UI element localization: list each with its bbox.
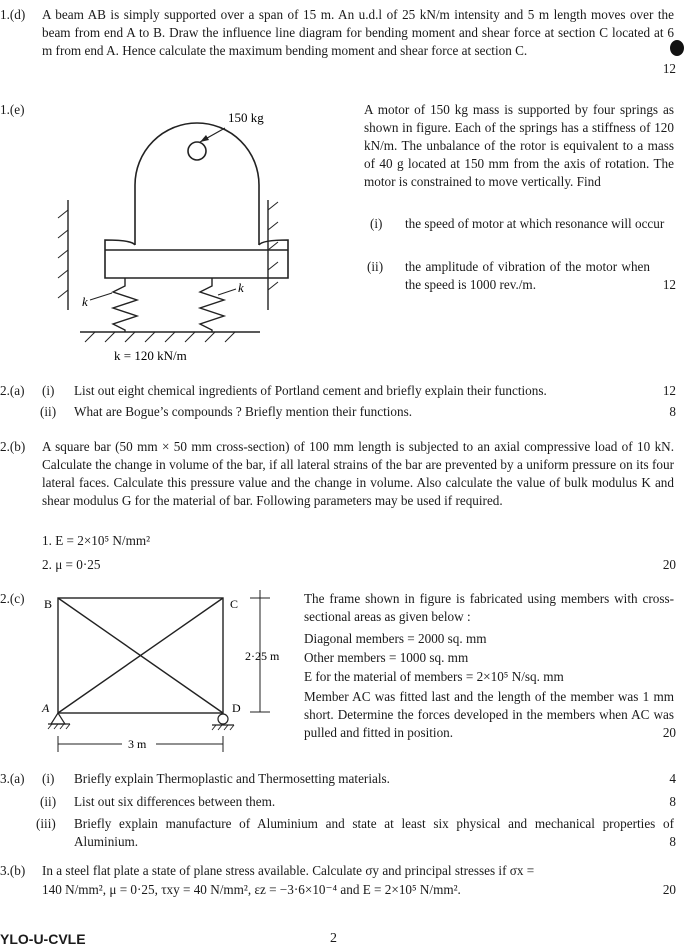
q1e-part-i-text: the speed of motor at which resonance will occur xyxy=(405,216,665,231)
base-plate xyxy=(105,240,288,278)
q2b-param-2: 2. μ = 0·25 xyxy=(42,557,101,572)
q3a-part-i-text: Briefly explain Thermoplastic and Thermosetting materials. xyxy=(74,771,390,786)
page-number: 2 xyxy=(330,931,337,946)
q1e-part-i-num: (i) xyxy=(370,216,383,231)
q2c-text: Member AC was fitted last and the length of the member was 1 mm short. Determine the forces developed in the members when AC was pulled and fitted in position. xyxy=(304,689,674,740)
q3a-part-i-marks: 4 xyxy=(669,771,676,786)
q2a-part-ii-num: (ii) xyxy=(40,404,57,419)
ink-blot xyxy=(670,40,684,56)
node-c: C xyxy=(230,597,239,611)
q2a-part-ii-marks: 8 xyxy=(669,404,676,419)
width-dimension: 3 m xyxy=(128,737,147,751)
q3a-part-iii-num: (iii) xyxy=(36,816,56,831)
pin-support xyxy=(51,713,65,724)
q2a-part-i-num: (i) xyxy=(42,383,55,398)
k-label-left: k xyxy=(82,294,88,309)
mass-label: 150 kg xyxy=(228,110,264,125)
spring-stiffness-caption: k = 120 kN/m xyxy=(114,348,187,363)
q3b-line-1: In a steel flat plate a state of plane stress available. Calculate σy and principal stresses if σx = xyxy=(42,863,535,878)
q1e-label: 1.(e) xyxy=(0,102,25,117)
q2b-text: A square bar (50 mm × 50 mm cross-section) of 100 mm length is subjected to an axial compressive load of 10 kN. Calculate the change in volume of the bar, if all lateral strains of the bar are prevented by a uniform pressure on its four lateral faces. Calculate this pressure value and the change in volume. Also calculate the value of bulk modulus K and shear modulus G for the material of bar. Following parameters may be used if required. xyxy=(42,439,674,508)
q2c-intro: The frame shown in figure is fabricated using members with cross-sectional areas as given below : xyxy=(304,591,674,624)
q2c-diagonal-area: Diagonal members = 2000 sq. mm xyxy=(304,631,487,646)
q1d-marks: 12 xyxy=(662,61,676,76)
motor-spring-figure xyxy=(40,100,340,368)
q2b-param-1: 1. E = 2×10⁵ N/mm² xyxy=(42,533,151,548)
q2b-marks: 20 xyxy=(662,557,676,572)
q3b-label: 3.(b) xyxy=(0,863,26,878)
q2a-part-ii-text: What are Bogue’s compounds ? Briefly mention their functions. xyxy=(74,404,413,419)
paper-code: YLO-U-CVLE xyxy=(0,931,86,947)
q3a-part-i-num: (i) xyxy=(42,771,55,786)
node-d: D xyxy=(232,701,241,715)
q3a-part-iii-text: Briefly explain manufacture of Aluminium and state at least six physical and mechanical properties of Aluminium. xyxy=(74,816,674,849)
q1e-marks: 12 xyxy=(662,277,676,292)
frame-figure xyxy=(38,588,298,758)
q1e-text: A motor of 150 kg mass is supported by four springs as shown in figure. Each of the springs has a stiffness of 120 kN/m. The unbalance of the rotor is equivalent to a mass of 40 g located at 150 mm from the axis of rotation. The motor is constrained to move vertically. Find xyxy=(364,102,674,189)
q3a-part-ii-marks: 8 xyxy=(669,794,676,809)
node-b: B xyxy=(44,597,53,611)
q2c-e-modulus: E for the material of members = 2×10⁵ N/sq. mm xyxy=(304,669,564,684)
q3a-label: 3.(a) xyxy=(0,771,25,786)
q2c-other-area: Other members = 1000 sq. mm xyxy=(304,650,469,665)
q1d-text: A beam AB is simply supported over a span of 15 m. An u.d.l of 25 kN/m intensity and 5 m length moves over the beam from end A to B. Draw the influence line diagram for bending moment and shear force at section C located at 6 m from end A. Hence calculate the maximum bending moment and shear force at section C. xyxy=(42,7,674,58)
q3a-part-iii-marks: 8 xyxy=(669,834,676,849)
q2c-label: 2.(c) xyxy=(0,591,25,606)
q3b-marks: 20 xyxy=(662,882,676,897)
roller-support xyxy=(218,714,228,724)
q1d-label: 1.(d) xyxy=(0,7,26,22)
q1e-part-ii-text: the amplitude of vibration of the motor when the speed is 1000 rev./m. xyxy=(405,259,650,292)
node-a: A xyxy=(42,701,50,715)
q3a-part-ii-text: List out six differences between them. xyxy=(74,794,276,809)
q2a-label: 2.(a) xyxy=(0,383,25,398)
q2b-label: 2.(b) xyxy=(0,439,26,454)
q2a-part-i-text: List out eight chemical ingredients of Portland cement and briefly explain their functions. xyxy=(74,383,547,398)
q3b-line-2: 140 N/mm², μ = 0·25, τxy = 40 N/mm², εz = −3·6×10⁻⁴ and E = 2×10⁵ N/mm². xyxy=(42,882,461,897)
left-spring xyxy=(113,278,137,332)
q3a-part-ii-num: (ii) xyxy=(40,794,57,809)
height-dimension: 2·25 m xyxy=(245,649,280,663)
right-spring xyxy=(200,278,224,332)
q2a-part-i-marks: 12 xyxy=(662,383,676,398)
k-label-right: k xyxy=(238,280,244,295)
rotor-circle xyxy=(188,142,206,160)
q1e-part-ii-num: (ii) xyxy=(367,259,384,274)
q2c-marks: 20 xyxy=(662,725,676,740)
